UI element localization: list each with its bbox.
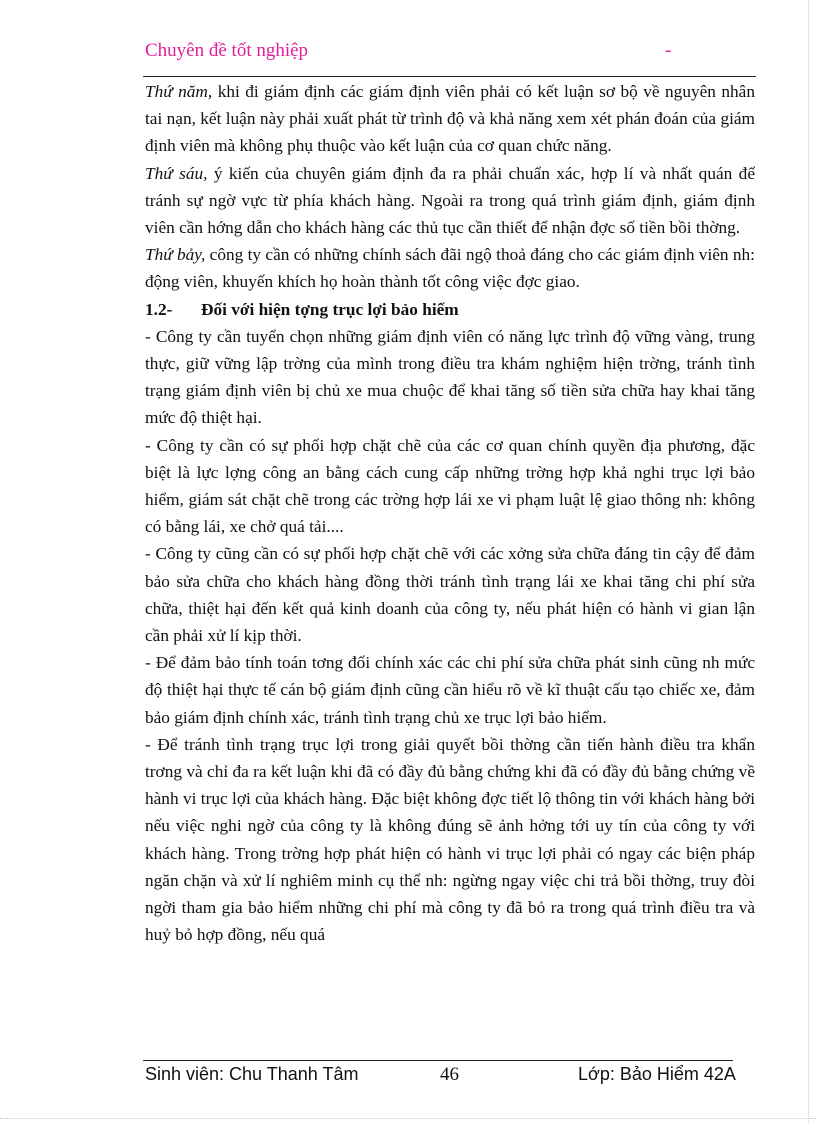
- paragraph: - Công ty cần tuyển chọn những giám định viên có năng lực trình độ vững vàng, trung thực, giữ vững lập trờng của mình trong điều tra khám nghiệm hiện trờng, tránh tình trạng giám định viên bị chủ xe mua chuộc để khai tăng số tiền sửa chữa hay khai tăng mức độ thiệt hại.: [145, 326, 755, 428]
- paragraph-lead: Thứ bảy,: [145, 245, 206, 265]
- paragraph-text: công ty cần có những chính sách đãi ngộ thoả đáng cho các giám định viên nh: động viên, khuyến khích họ hoàn thành tốt công việc đợc giao.: [145, 245, 755, 292]
- document-body: [145, 78, 755, 949]
- paragraph: [145, 78, 755, 160]
- header-dash: -: [665, 40, 672, 61]
- footer-student: Sinh viên: Chu Thanh Tâm: [145, 1064, 359, 1084]
- page-number: 46: [440, 1064, 459, 1085]
- paragraph: - Công ty cũng cần có sự phối hợp chặt chẽ với các xởng sửa chữa đáng tin cậy để đảm bảo sửa chữa cho khách hàng đồng thời tránh tình trạng lái xe khai tăng chi phí sửa chữa, thiệt hại đến kết quả kinh doanh của công ty, nếu phát hiện có hành vi gian lận cần phải xử lí kịp thời.: [145, 544, 755, 646]
- section-number: 1.2-: [145, 299, 173, 319]
- page-edge-right: [808, 0, 809, 1123]
- paragraph: - Để đảm bảo tính toán tơng đối chính xác các chi phí sửa chữa phát sinh cũng nh mức độ thiệt hại thực tế cán bộ giám định cũng cần hiểu rõ về kĩ thuật cấu tạo chiếc xe, đảm bảo giám định chính xác, tránh tình trạng chủ xe trục lợi bảo hiểm.: [145, 653, 755, 727]
- section-heading: [145, 296, 755, 323]
- document-header-title: Chuyên đề tốt nghiệp: [145, 40, 309, 61]
- section-title: Đối với hiện tợng trục lợi bảo hiểm: [201, 299, 459, 319]
- paragraph: [145, 160, 755, 242]
- footer-divider: [143, 1060, 733, 1061]
- paragraph-lead: Thứ sáu,: [145, 163, 208, 183]
- paragraph: [145, 241, 755, 295]
- paragraph-text: khi đi giám định các giám định viên phải có kết luận sơ bộ về nguyên nhân tai nạn, kết luận này phải xuất phát từ trình độ và khả năng xem xét phán đoán của giám định viên mà không phụ thuộc vào kết luận của cơ quan chức năng.: [145, 82, 755, 156]
- paragraph-lead: Thứ năm,: [145, 82, 213, 101]
- header-divider: [143, 76, 756, 77]
- page-edge-bottom: [0, 1118, 816, 1119]
- paragraph: - Để tránh tình trạng trục lợi trong giải quyết bồi thờng cần tiến hành điều tra khẩn trơng và chỉ đa ra kết luận khi đã có đầy đủ bằng chứng khi đã có đầy đủ bằng chứng về hành vi trục lợi của khách hàng. Đặc biệt không đợc tiết lộ thông tin với khách hàng bởi nếu việc nghi ngờ của công ty là không đúng sẽ ảnh hởng tới uy tín của công ty với khách hàng. Trong trờng hợp phát hiện có hành vi trục lợi phải có ngay các biện pháp ngăn chặn và xử lí nghiêm minh cụ thể nh: ngừng ngay việc chi trả bồi thờng, truy đòi ngời tham gia bảo hiểm những chi phí mà công ty đã bỏ ra trong quá trình điều tra và huỷ bỏ hợp đồng, nếu quá: [145, 734, 755, 945]
- paragraph-text: ý kiến của chuyên giám định đa ra phải chuẩn xác, hợp lí và nhất quán để tránh sự ngờ vực từ phía khách hàng. Ngoài ra trong quá trình giám định, giám định viên cần hớng dẫn cho khách hàng các thủ tục cần thiết để nhận đợc số tiền bồi thờng.: [145, 163, 755, 238]
- footer-class: Lớp: Bảo Hiểm 42A: [578, 1064, 736, 1084]
- paragraph: - Công ty cần có sự phối hợp chặt chẽ của các cơ quan chính quyền địa phương, đặc biệt là lực lợng công an bằng cách cung cấp những trờng hợp khả nghi trục lợi bảo hiểm, giám sát chặt chẽ trong các trờng hợp lái xe vi phạm luật lệ giao thông nh: không có bằng lái, xe chở quá tải....: [145, 435, 755, 537]
